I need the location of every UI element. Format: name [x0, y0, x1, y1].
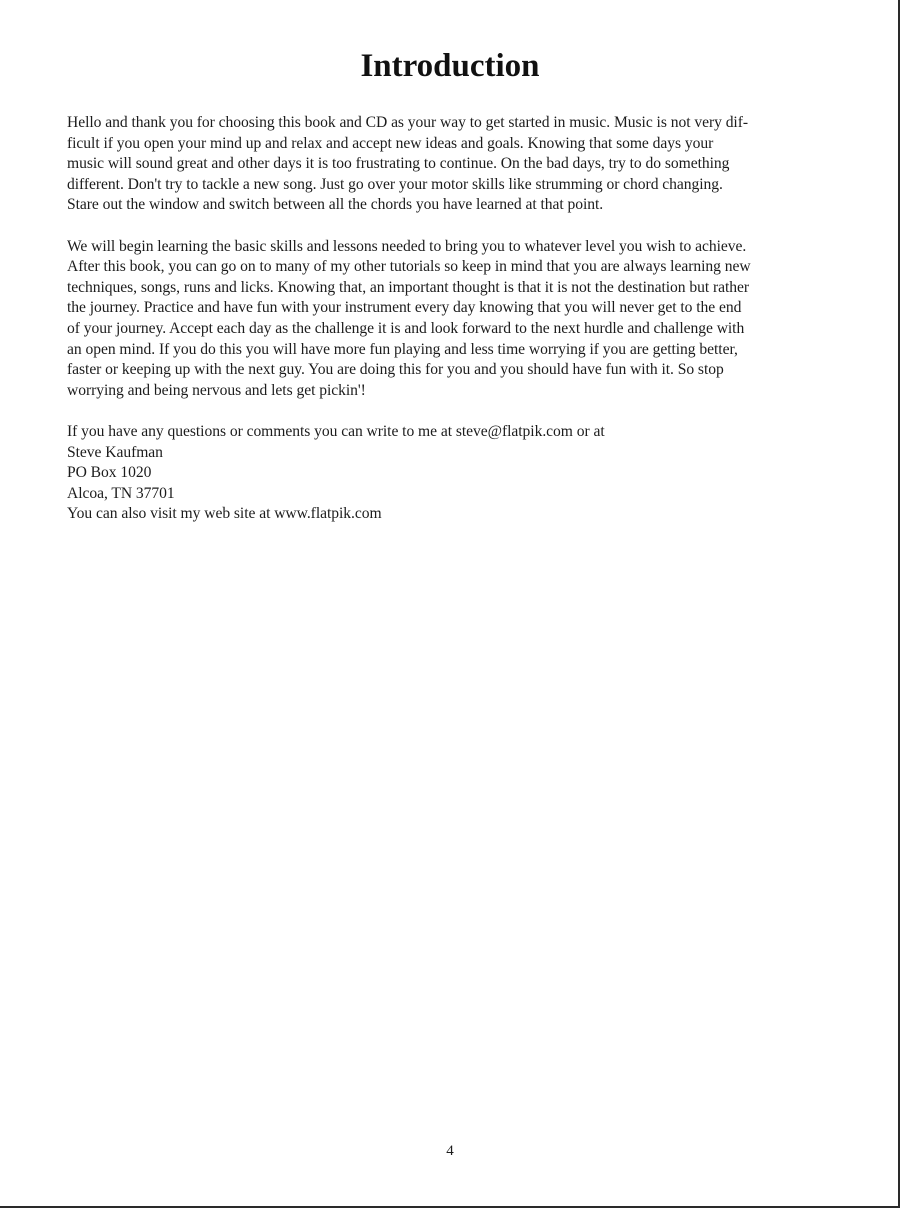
- contact-block: [67, 422, 837, 525]
- text-line: Hello and thank you for choosing this book and CD as your way to get started in music. Music is not very dif-: [67, 114, 749, 131]
- paragraph-journey: [67, 237, 837, 402]
- text-line: of your journey. Accept each day as the challenge it is and look forward to the next hurdle and challenge with: [67, 319, 745, 337]
- text-line: techniques, songs, runs and licks. Knowing that, an important thought is that it is not the destination but rather: [67, 278, 750, 296]
- page-number: 4: [446, 1143, 454, 1159]
- text-line: Stare out the window and switch between all the chords you have learned at that point.: [67, 196, 604, 214]
- text-line: the journey. Practice and have fun with your instrument every day knowing that you will never get to the end: [67, 299, 742, 317]
- contact-intro: If you have any questions or comments you can write to me at steve@flatpik.com or at: [67, 422, 605, 440]
- paragraph-welcome: [67, 113, 837, 216]
- text-line: ficult if you open your mind up and relax and accept new ideas and goals. Knowing that some days your: [67, 134, 714, 152]
- contact-city: Alcoa, TN 37701: [67, 484, 175, 502]
- text-line: worrying and being nervous and lets get pickin'!: [67, 381, 366, 399]
- contact-po-box: PO Box 1020: [67, 464, 152, 482]
- page-title: Introduction: [360, 48, 540, 84]
- text-line: faster or keeping up with the next guy. You are doing this for you and you should have fun with it. So stop: [67, 361, 724, 379]
- contact-name: Steve Kaufman: [67, 443, 163, 461]
- text-line: We will begin learning the basic skills and lessons needed to bring you to whatever level you wish to achieve.: [67, 237, 747, 255]
- body-text: [67, 113, 837, 525]
- text-line: music will sound great and other days it is too frustrating to continue. On the bad days, try to do something: [67, 155, 730, 173]
- text-line: different. Don't try to tackle a new song. Just go over your motor skills like strumming or chord changing.: [67, 175, 723, 193]
- text-line: After this book, you can go on to many of my other tutorials so keep in mind that you are always learning new: [67, 258, 751, 276]
- text-line: an open mind. If you do this you will have more fun playing and less time worrying if you are getting better,: [67, 340, 738, 358]
- contact-website: You can also visit my web site at www.flatpik.com: [67, 505, 382, 523]
